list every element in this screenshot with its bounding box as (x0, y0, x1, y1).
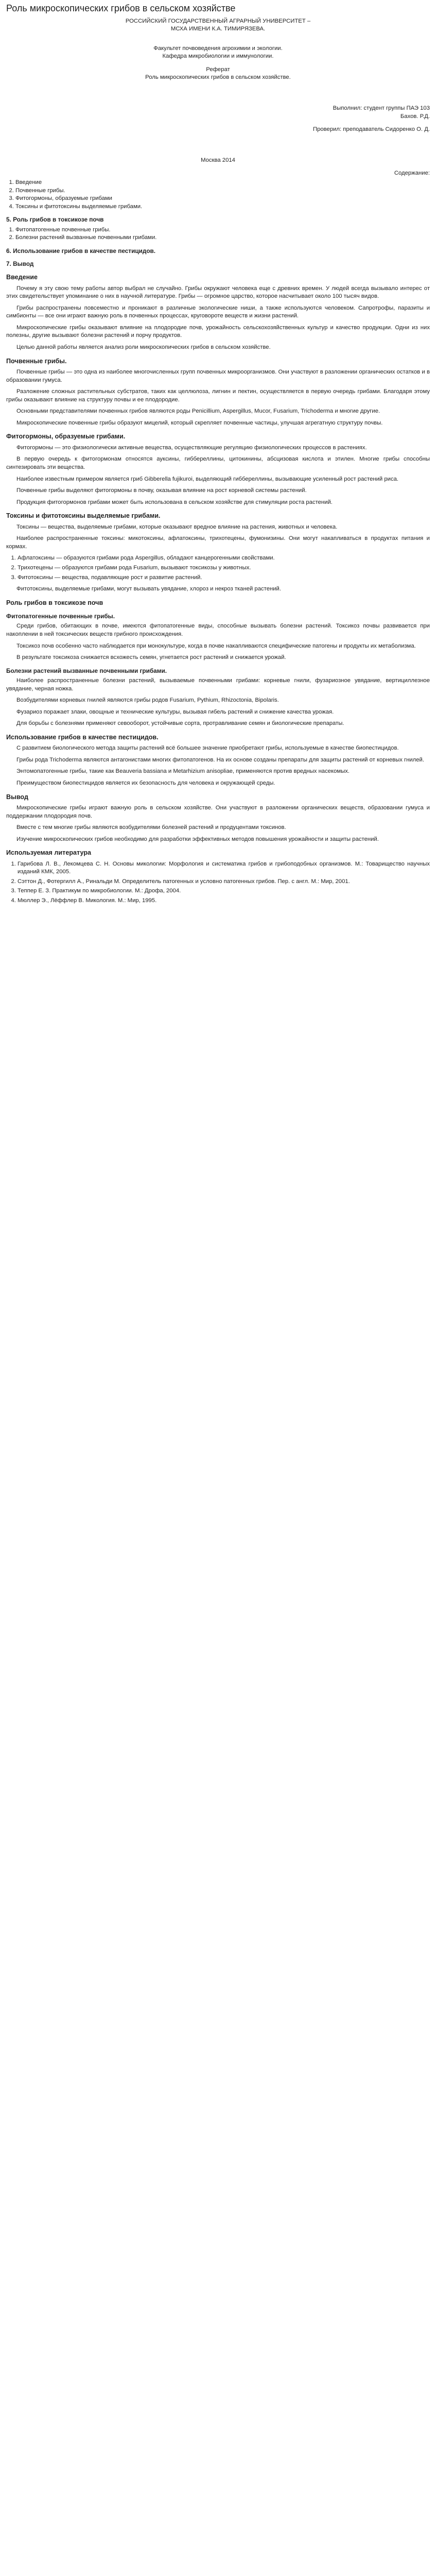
paragraph: Почему я эту свою тему работы автор выбрал не случайно. Грибы окружают человека еще с древних времен. У людей всегда вызывало интерес от этих свидетельствует упоминание о них в научной литературе. Грибы — огромное царство, которое насчитывает около 100 тысяч видов. (6, 285, 430, 300)
toc-item-5-label: Роль грибов в токсикозе почв (13, 216, 104, 224)
paragraph: Фузариоз поражает злаки, овощные и технические культуры, вызывая гибель растений и снижение качества урожая. (16, 708, 334, 715)
toc-item: 4. Токсины и фитотоксины выделяемые грибами. (15, 203, 430, 211)
toc-item: 1. Введение (15, 179, 430, 187)
section-heading: Вывод (6, 793, 28, 801)
paragraph: Для борьбы с болезнями применяют севооборот, устойчивые сорта, протравливание семян и биологические препараты. (16, 720, 344, 727)
section-heading: Почвенные грибы. (6, 357, 67, 365)
paragraph: Разложение сложных растительных субстратов, таких как целлюлоза, лигнин и пектин, осуществляется в первую очередь грибами. Благодаря этому грибы оказывают влияние на структуру почвы и ее плодородие. (6, 388, 430, 403)
literature-item: 1. Гарибова Л. В., Лекомцева С. Н. Основы микологии: Морфология и систематика грибов и грибоподобных организмов. М.: Товарищество научных изданий КМК, 2005. (18, 860, 430, 876)
paragraph: Почвенные грибы выделяют фитогормоны в почву, оказывая влияние на рост корневой системы растений. (16, 487, 307, 494)
toxin-list (6, 554, 430, 582)
paragraph: Почвенные грибы — это одна из наиболее многочисленных групп почвенных микроорганизмов. Они участвуют в разложении органических остатков и в образовании гумуса. (6, 369, 430, 383)
table-of-contents (6, 170, 430, 268)
performed-by: Выполнил: студент группы ПАЭ 103 (333, 105, 430, 112)
list-item: 1. Афлатоксины — образуются грибами рода Aspergillus, обладают канцерогенными свойствами. (18, 554, 430, 563)
paragraph: Наиболее распространенные болезни растений, вызываемые почвенными грибами: корневые гнили, фузариозное увядание, вертициллезное увядание, черная ножка. (6, 677, 430, 692)
toc-sub-item: 2. Болезни растений вызванные почвенными грибами. (15, 234, 430, 242)
literature-item: 4. Мюллер Э., Лёффлер В. Микология. М.: Мир, 1995. (18, 897, 430, 905)
paragraph: Токсины — вещества, выделяемые грибами, которые оказывают вредное влияние на растения, животных и человека. (16, 523, 338, 530)
subsection-heading: Болезни растений вызванные почвенными грибами. (6, 667, 167, 674)
paragraph: Микроскопические грибы играют важную роль в сельском хозяйстве. Они участвуют в разложении органических веществ, образовании гумуса и поддержании плодородия почв. (6, 804, 430, 819)
paragraph: Целью данной работы является анализ роли микроскопических грибов в сельском хозяйстве. (16, 344, 271, 351)
section-heading: Фитогормоны, образуемые грибами. (6, 433, 126, 440)
section-heading: Использование грибов в качестве пестицидов. (6, 733, 159, 741)
student-name: Бахов. Р.Д. (400, 113, 430, 120)
section-heading: Роль грибов в токсикозе почв (6, 599, 103, 606)
paragraph: Вместе с тем многие грибы являются возбудителями болезней растений и продуцентами токсинов. (16, 824, 286, 831)
checked-by: Проверил: преподаватель Сидоренко О. Д. (313, 126, 430, 133)
toc-item-7: 7. Вывод (6, 260, 34, 267)
toc-title: Содержание: (394, 170, 430, 177)
faculty-line: Факультет почвоведения агрохимии и экологии. (153, 45, 283, 52)
paragraph: Микроскопические почвенные грибы образуют мицелий, который скрепляет почвенные частицы, улучшая агрегатную структуру почвы. (16, 419, 383, 426)
paragraph: Микроскопические грибы оказывают влияние на плодородие почв, урожайность сельскохозяйственных культур и качество продукции. Одни из них полезны, другие вызывают болезни растений и порчу продуктов. (6, 324, 430, 339)
city-year: Москва 2014 (201, 157, 235, 163)
title-page (6, 18, 430, 165)
paragraph: Энтомопатогенные грибы, такие как Beauveria bassiana и Metarhizium anisopliae, применяются против вредных насекомых. (16, 768, 350, 775)
paragraph: Токсикоз почв особенно часто наблюдается при монокультуре, когда в почве накапливаются специфические патогены и продукты их метаболизма. (16, 642, 416, 649)
paragraph: Преимуществом биопестицидов является их безопасность для человека и окружающей среды. (16, 779, 275, 786)
toc-item-5: 5. Роль грибов в токсикозе почв (6, 216, 104, 224)
toc-item-6-label: Использование грибов в качестве пестицидов. (13, 247, 156, 255)
toc-sub-list (6, 226, 430, 242)
paragraph: Среди грибов, обитающих в почве, имеются фитопатогенные виды, способные вызывать болезни растений. Токсикоз почвы развивается при накоплении в ней токсических веществ грибного происхождения. (6, 623, 430, 637)
paragraph: Наиболее известным примером является гриб Gibberella fujikuroi, выделяющий гиббереллины, вызывающие усиленный рост растений риса. (16, 476, 399, 482)
paragraph: В результате токсикоза снижается всхожесть семян, угнетается рост растений и снижается урожай. (16, 654, 286, 661)
paragraph: Продукция фитогормонов грибами может быть использована в сельском хозяйстве для стимуляции роста растений. (16, 499, 333, 505)
section-heading: Используемая литература (6, 849, 92, 857)
literature-item: 2. Сэттон Д., Фотергилл А., Ринальди М. Определитель патогенных и условно патогенных грибов. Пер. с англ. М.: Мир, 2001. (18, 878, 430, 886)
toc-list (6, 179, 430, 211)
paragraph: Основными представителями почвенных грибов являются роды Penicillium, Aspergillus, Mucor, Fusarium, Trichoderma и многие другие. (16, 408, 380, 415)
paragraph: С развитием биологического метода защиты растений всё большее значение приобретают грибы, используемые в качестве биопестицидов. (16, 745, 399, 752)
work-type: Реферат (206, 66, 230, 73)
list-item: 3. Фитотоксины — вещества, подавляющие рост и развитие растений. (18, 574, 430, 582)
paragraph: Грибы рода Trichoderma являются антагонистами многих фитопатогенов. На их основе созданы препараты для защиты растений от корневых гнилей. (16, 756, 425, 763)
document-title: Роль микроскопических грибов в сельском хозяйстве (6, 3, 236, 13)
toc-sub-item: 1. Фитопатогенные почвенные грибы. (15, 226, 430, 234)
ministry-line: РОССИЙСКИЙ ГОСУДАРСТВЕННЫЙ АГРАРНЫЙ УНИВЕРСИТЕТ – (125, 18, 311, 24)
section-soil-fungi (6, 357, 430, 428)
toc-item-7-label: Вывод (13, 260, 34, 267)
work-topic: Роль микроскопических грибов в сельском хозяйстве. (145, 74, 291, 81)
document-page (0, 0, 436, 929)
paragraph: Изучение микроскопических грибов необходимо для разработки эффективных методов повышения урожайности и защиты растений. (16, 836, 379, 842)
toc-item: 2. Почвенные грибы. (15, 187, 430, 195)
list-item: 2. Трихотецены — образуются грибами рода Fusarium, вызывают токсикозы у животных. (18, 564, 430, 572)
department-line: Кафедра микробиологии и иммунологии. (162, 53, 274, 60)
literature-list (6, 860, 430, 905)
subsection-heading: Фитопатогенные почвенные грибы. (6, 613, 115, 620)
paragraph: В первую очередь к фитогормонам относятся ауксины, гиббереллины, цитокинины, абсцизовая кислота и этилен. Многие грибы способны синтезировать эти вещества. (6, 456, 430, 471)
paragraph: Фитогормоны — это физиологически активные вещества, осуществляющие регуляцию физиологических процессов в растениях. (16, 444, 367, 451)
toc-item-6: 6. Использование грибов в качестве пестицидов. (6, 247, 156, 255)
university-line: МСХА ИМЕНИ К.А. ТИМИРЯЗЕВА. (170, 26, 266, 32)
toc-item: 3. Фитогормоны, образуемые грибами (15, 195, 430, 203)
paragraph: Наиболее распространенные токсины: микотоксины, афлатоксины, трихотецены, фумонизины. Они могут накапливаться в продуктах питания и кормах. (6, 535, 430, 550)
paragraph: Грибы распространены повсеместно и проникают в различные экологические ниши, а также используются человеком. Сапротрофы, паразиты и симбионты — все они играют важную роль в почвенных процессах, круговороте веществ и жизни растений. (6, 304, 430, 319)
section-literature (6, 849, 430, 905)
section-toxins (6, 512, 430, 593)
section-heading: Токсины и фитотоксины выделяемые грибами. (6, 512, 161, 520)
paragraph: Возбудителями корневых гнилей являются грибы родов Fusarium, Pythium, Rhizoctonia, Bipolaris. (16, 697, 279, 704)
paragraph: Фитотоксины, выделяемые грибами, могут вызывать увядание, хлороз и некроз тканей растений. (16, 586, 281, 592)
section-heading: Введение (6, 274, 38, 281)
section-toxicosis (6, 599, 430, 728)
section-phytohormones (6, 432, 430, 506)
section-conclusion (6, 793, 430, 844)
section-pesticides (6, 733, 430, 788)
section-introduction (6, 273, 430, 351)
literature-item: 3. Теппер Е. З. Практикум по микробиологии. М.: Дрофа, 2004. (18, 887, 430, 895)
